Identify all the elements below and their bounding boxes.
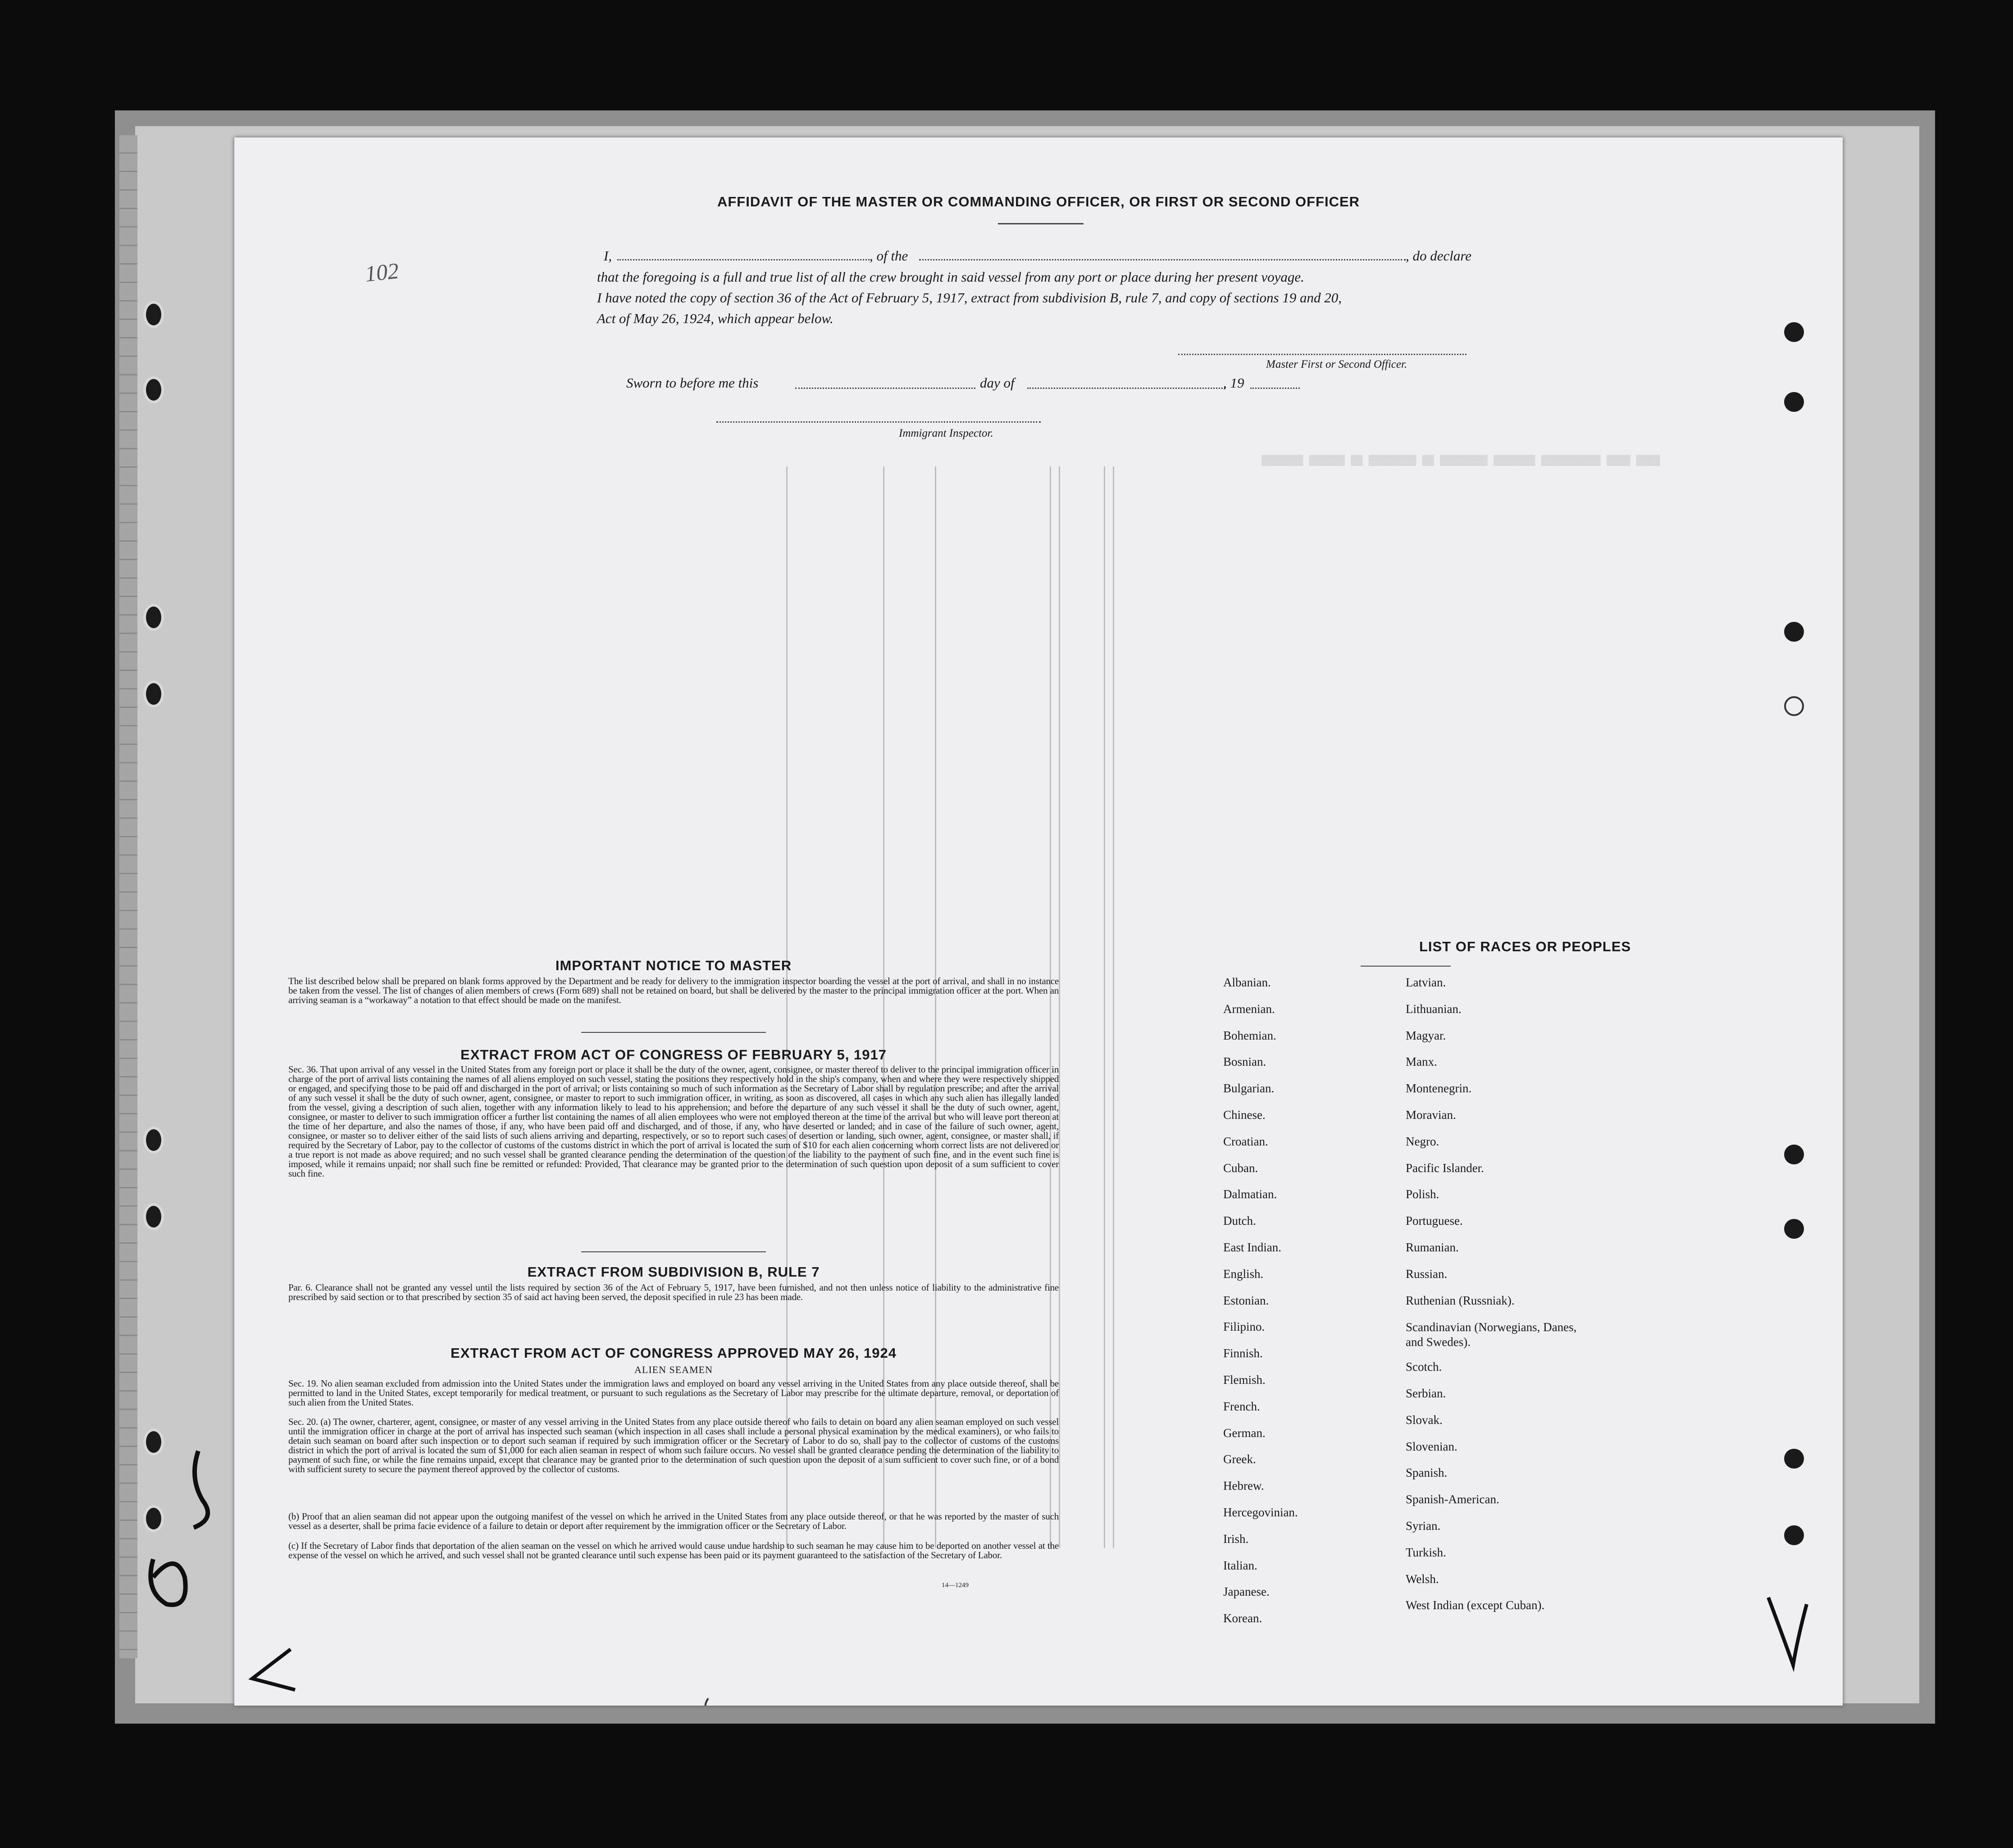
binder-hole-icon	[143, 680, 164, 707]
race-item: Manx.	[1406, 1055, 1437, 1069]
ledger-edge	[119, 135, 137, 1658]
race-item: Cuban.	[1223, 1161, 1258, 1175]
race-item: Korean.	[1223, 1611, 1262, 1625]
race-item: Chinese.	[1223, 1108, 1266, 1122]
notice-title: IMPORTANT NOTICE TO MASTER	[555, 958, 792, 973]
race-item: Greek.	[1223, 1452, 1256, 1466]
handwritten-checkmark-right	[1768, 1597, 1807, 1665]
race-item: East Indian.	[1223, 1241, 1281, 1254]
race-item: Filipino.	[1223, 1320, 1265, 1334]
binder-hole-icon	[143, 301, 164, 328]
race-item: Croatian.	[1223, 1134, 1268, 1148]
race-item: German.	[1223, 1426, 1266, 1440]
race-item: Scandinavian (Norwegians, Danes, and Swedes).	[1406, 1320, 1577, 1349]
extract-1924-title: EXTRACT FROM ACT OF CONGRESS APPROVED MAY 26, 1924	[451, 1345, 897, 1361]
race-item: Syrian.	[1406, 1519, 1441, 1533]
extract-rule7-text: Par. 6. Clearance shall not be granted any vessel until the lists required by section 36 of the Act of February 5, 1917, have been furnished, and not then unless notice of liability to the administrative fine prescribed by said section or to that prescribed by section 35 of said act having been served, the deposit specified in rule 23 has been made.	[288, 1282, 1059, 1302]
race-item: Montenegrin.	[1406, 1081, 1472, 1095]
race-item: Slovenian.	[1406, 1439, 1457, 1453]
affidavit-line-3: I have noted the copy of section 36 of the Act of February 5, 1917, extract from subdivision B, rule 7, and copy of sections 19 and 20,	[597, 290, 1342, 306]
race-item: Dalmatian.	[1223, 1187, 1277, 1201]
handwritten-tick	[705, 1698, 708, 1706]
race-item: Serbian.	[1406, 1387, 1446, 1400]
binder-hole-icon	[143, 376, 164, 403]
race-item: Albanian.	[1223, 976, 1271, 989]
race-item: Moravian.	[1406, 1108, 1456, 1122]
affidavit-line-2: that the foregoing is a full and true list of all the crew brought in said vessel from any port or place during her present voyage.	[597, 269, 1304, 285]
race-item: Lithuanian.	[1406, 1002, 1462, 1016]
race-item: Spanish.	[1406, 1466, 1448, 1480]
handwritten-bracket-left	[252, 1649, 295, 1690]
race-item: Spanish-American.	[1406, 1492, 1499, 1506]
race-item: Ruthenian (Russniak).	[1406, 1293, 1515, 1307]
sworn-label: Sworn to before me this	[626, 375, 759, 391]
race-item: Dutch.	[1223, 1214, 1256, 1228]
race-item: Hebrew.	[1223, 1479, 1264, 1493]
extract-1924-sec20b: (b) Proof that an alien seaman did not appear upon the outgoing manifest of the vessel on which he arrived in the United States from any place outside thereof, or that he was reported by the master of such vessel as a deserter, shall be prima facie evidence of a failure to detain or deport after requirement by the immigration officer or the Secretary of Labor.	[288, 1511, 1059, 1531]
affidavit-line-4: Act of May 26, 1924, which appear below.	[597, 310, 833, 326]
affidavit-title: AFFIDAVIT OF THE MASTER OR COMMANDING OFFICER, OR FIRST OR SECOND OFFICER	[717, 194, 1360, 210]
race-item: Welsh.	[1406, 1572, 1439, 1586]
race-item: Bohemian.	[1223, 1028, 1276, 1042]
race-item: Slovak.	[1406, 1413, 1443, 1427]
binder-hole-icon	[143, 1127, 164, 1154]
handwritten-scribble	[135, 1442, 252, 1667]
race-item: Armenian.	[1223, 1002, 1275, 1016]
race-item: Irish.	[1223, 1532, 1249, 1546]
race-item: West Indian (except Cuban).	[1406, 1598, 1545, 1612]
affidavit-declare-label: , do declare	[1406, 248, 1472, 264]
race-item: Estonian.	[1223, 1293, 1269, 1307]
binder-hole-icon	[143, 1203, 164, 1230]
race-item: Turkish.	[1406, 1545, 1446, 1559]
extract-1924-sec20a: Sec. 20. (a) The owner, charterer, agent, consignee, or master of any vessel arriving in the United States from any place outside thereof who fails to detain on board any alien seaman employed on such vessel until the immigration officer in charge at the port of arrival has inspected such seaman (which inspection in all cases shall include a personal physical examination by the medical examiners), or who fails to detain such seaman on board after such inspection or to deport such seaman if required by such immigration officer or the Secretary of Labor to do so, shall pay to the collector of customs of the customs district in which the port of arrival is located the sum of $1,000 for each alien seaman in respect of whom such failure occurs. No vessel shall be granted clearance pending the determination of the liability to payment of such fine, or while the fine remains unpaid, except that clearance may be granted prior to the determination of such question upon the deposit of a sum sufficient to cover such fine, or of a bond with sufficient surety to secure the payment thereof approved by the collector of customs.	[288, 1416, 1059, 1474]
race-item: French.	[1223, 1399, 1260, 1413]
race-item: Bosnian.	[1223, 1055, 1266, 1069]
race-item: English.	[1223, 1267, 1264, 1281]
affidavit-i-label: I,	[604, 248, 612, 264]
handwritten-page-number: 102	[364, 258, 400, 287]
race-item: Scotch.	[1406, 1360, 1442, 1374]
bleed-through-text: ▒▒▒▒▒▒▒ ▒▒▒▒▒▒ ▒▒ ▒▒▒▒▒▒▒▒ ▒▒ ▒▒▒▒▒▒▒▒ ▒▒▒▒▒▒▒ ▒▒▒▒▒▒▒▒▒▒ ▒▒▒▒ ▒▒▒▒	[1262, 455, 1660, 466]
race-item: Finnish.	[1223, 1346, 1263, 1360]
document-page	[234, 137, 1843, 1706]
race-item: Portuguese.	[1406, 1214, 1463, 1228]
day-of-label: day of	[980, 375, 1015, 391]
extract-rule7-title: EXTRACT FROM SUBDIVISION B, RULE 7	[527, 1264, 820, 1280]
binder-hole-icon	[143, 604, 164, 631]
race-item: Polish.	[1406, 1187, 1439, 1201]
race-item: Latvian.	[1406, 976, 1446, 989]
race-item: Japanese.	[1223, 1585, 1270, 1599]
race-item: Rumanian.	[1406, 1241, 1459, 1254]
extract-1917-text: Sec. 36. That upon arrival of any vessel in the United States from any foreign port or place it shall be the duty of the owner, agent, consignee, or master thereof to deliver to the principal immigration officer in charge of the port of arrival lists containing the names of all aliens employed on such vessel, stating the positions they respectively hold in the ship's company, when and where they were respectively shipped or engaged, and specifying those to be paid off and discharged in the port of arrival; or lists containing so much of such information as the Secretary of Labor shall by regulation prescribe; and after the arrival of any such vessel it shall be the duty of such owner, agent, consignee, or master to report to such immigration officer, in writing, as soon as discovered, all cases in which any such alien has illegally landed from the vessel, giving a description of such alien, together with any information likely to lead to his apprehension; and before the departure of any such vessel it shall be the duty of such owner, agent, consignee, or master to deliver to such immigration officer a further list containing the names of all alien employees who were not employed thereon at the time of the arrival but who will leave port thereon at the time of her departure, and also the names of those, if any, who have been paid off and discharged, and of those, if any, who have deserted or landed; and in case of the failure of such owner, agent, consignee, or master so to deliver either of the said lists of such aliens arriving and departing, respectively, or so to report such cases of desertion or landing, such owner, agent, consignee, or master shall, if required by the Secretary of Labor, pay to the collector of customs of the customs district in which the port of arrival is located the sum of $10 for each alien concerning whom correct lists are not delivered or a true report is not made as above required; and no such vessel shall be granted clearance pending the determination of the question of the liability to the payment of such fine, and in the event such fine is imposed, while it remains unpaid; nor shall such fine be remitted or refunded: Provided, That clearance may be granted prior to the determination of such question upon deposit of a sum sufficient to cover such fine.	[288, 1064, 1059, 1179]
race-item: Hercegovinian.	[1223, 1506, 1298, 1519]
year-label: , 19	[1223, 375, 1244, 391]
race-item: Flemish.	[1223, 1373, 1266, 1387]
race-item: Russian.	[1406, 1267, 1448, 1281]
handwritten-marks	[234, 137, 1843, 1706]
extract-1917-title: EXTRACT FROM ACT OF CONGRESS OF FEBRUARY 5, 1917	[460, 1047, 887, 1063]
race-item: Pacific Islander.	[1406, 1161, 1484, 1175]
extract-1924-subtitle: ALIEN SEAMEN	[634, 1364, 713, 1375]
form-number: 14—1249	[942, 1582, 969, 1589]
notice-text: The list described below shall be prepared on blank forms approved by the Department and be ready for delivery to the immigration inspector boarding the vessel at the port of arrival, and shall in no instance be taken from the vessel. The list of changes of alien members of crews (Form 689) shall not be retained on board, but shall be delivered by the master to the principal immigration officer at the port. When an arriving seaman is a “workaway” a notation to that effect should be made on the manifest.	[288, 976, 1059, 1005]
race-item: Bulgarian.	[1223, 1081, 1275, 1095]
race-item: Italian.	[1223, 1558, 1257, 1572]
race-item: Magyar.	[1406, 1028, 1446, 1042]
extract-1924-sec20c: (c) If the Secretary of Labor finds that deportation of the alien seaman on the vessel on which he arrived would cause undue hardship to such seaman he may cause him to be deported on another vessel at the expense of the vessel on which he arrived, and such vessel shall not be granted clearance until such expense has been paid or its payment guaranteed to the satisfaction of the Secretary of Labor.	[288, 1540, 1059, 1561]
master-signature-label: Master First or Second Officer.	[1266, 358, 1407, 370]
affidavit-of-the-label: , of the	[870, 248, 908, 264]
extract-1924-sec19: Sec. 19. No alien seaman excluded from admission into the United States under the immigration laws and employed on board any vessel arriving in the United States from any place outside thereof, shall be permitted to land in the United States, except temporarily for medical treatment, or pursuant to such regulations as the Secretary of Labor may prescribe for the ultimate departure, removal, or deportation of such alien from the United States.	[288, 1378, 1059, 1408]
inspector-signature-label: Immigrant Inspector.	[899, 427, 993, 439]
races-title: LIST OF RACES OR PEOPLES	[1419, 939, 1631, 954]
race-item: Negro.	[1406, 1134, 1439, 1148]
